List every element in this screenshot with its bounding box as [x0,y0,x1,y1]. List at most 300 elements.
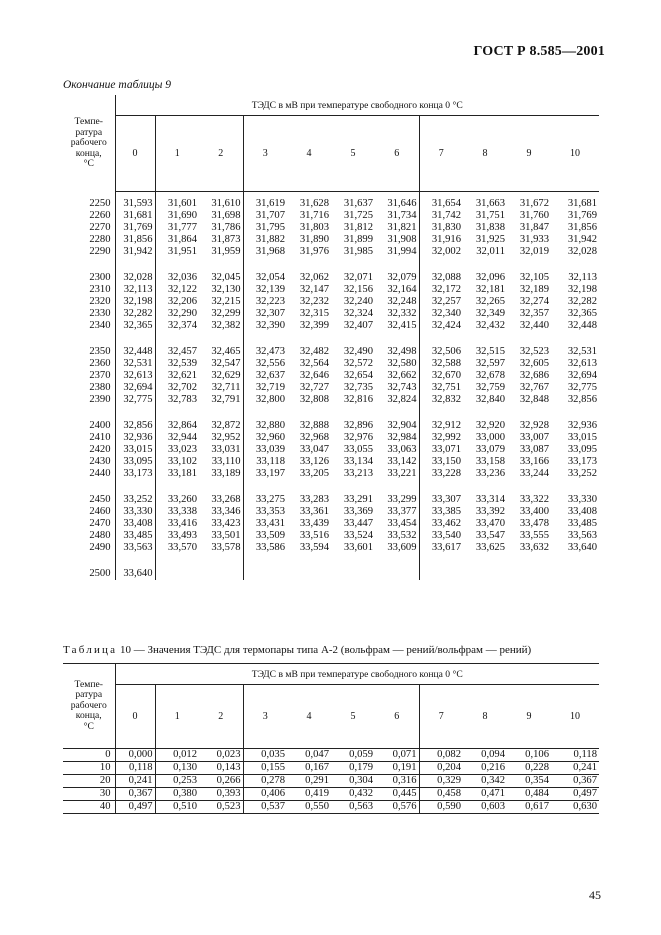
emf-value-cell: 33,617 [431,542,461,553]
page-number: 45 [589,888,601,902]
table-row [63,444,599,456]
table-row [63,749,599,762]
emf-value-cell: 31,681 [115,210,155,222]
emf-value-cell: 33,501 [199,530,243,542]
emf-value-cell [419,568,463,580]
temperature-cell: 2410 [63,432,115,444]
emf-value-cell: 32,062 [299,272,329,283]
temperature-cell: 10 [63,762,115,775]
emf-value-cell: 0,510 [155,801,199,814]
column-header-2: 2 [199,685,243,749]
emf-value-cell: 0,278 [243,775,287,788]
emf-value-cell: 32,357 [519,308,549,319]
emf-value-cell: 32,613 [115,370,155,382]
emf-value-cell: 32,539 [167,358,197,369]
emf-value-cell: 32,976 [343,432,373,443]
emf-value-cell: 33,126 [299,456,329,467]
document-header-title: ГОСТ Р 8.585—2001 [473,44,605,59]
emf-value-cell: 0,071 [375,749,419,762]
emf-value-cell: 33,485 [567,518,597,529]
emf-value-cell: 32,407 [343,320,373,331]
emf-value-cell: 33,007 [519,432,549,443]
emf-value-cell: 32,711 [199,382,243,394]
table-row [63,284,599,296]
emf-value-cell: 32,457 [167,346,197,357]
emf-value-cell: 32,071 [343,272,373,283]
emf-value-cell: 32,215 [199,296,243,308]
emf-value-cell: 32,580 [375,358,419,370]
table-10-label: Таблица [63,644,118,656]
emf-value-cell: 33,555 [519,530,549,541]
emf-value-cell: 33,260 [167,494,197,505]
table-row [63,801,599,814]
emf-value-cell: 32,349 [475,308,505,319]
emf-value-cell: 0,342 [463,775,507,788]
emf-value-cell: 32,800 [255,394,285,405]
emf-value-cell: 33,462 [431,518,461,529]
emf-value-cell: 0,059 [331,749,375,762]
emf-value-cell [463,568,507,580]
column-header-6: 6 [375,116,419,192]
temperature-cell: 2370 [63,370,115,382]
emf-value-cell: 0,445 [375,788,419,801]
emf-value-cell: 32,597 [475,358,505,369]
emf-value-cell [155,568,199,580]
emf-value-cell: 33,601 [343,542,373,553]
emf-value-cell: 32,105 [519,272,549,283]
emf-value-cell: 0,367 [115,788,155,801]
emf-value-cell: 31,856 [567,222,597,233]
table-row [63,762,599,775]
emf-value-cell: 32,172 [431,284,461,295]
emf-value-cell: 0,630 [551,801,599,814]
table-row [63,420,599,432]
emf-value-cell: 33,087 [519,444,549,455]
emf-value-cell: 32,181 [475,284,505,295]
emf-value-cell: 33,079 [475,444,505,455]
column-header-9: 9 [507,116,551,192]
emf-value-cell: 0,432 [331,788,375,801]
emf-value-cell: 32,130 [199,284,243,296]
emf-value-cell: 33,454 [375,518,419,530]
table-continuation-caption: Окончание таблицы 9 [63,79,171,91]
temperature-cell: 2390 [63,394,115,406]
emf-value-cell: 33,314 [475,494,505,505]
emf-value-cell: 31,628 [299,198,329,209]
emf-value-cell: 32,274 [519,296,549,307]
temperature-cell: 2250 [63,192,115,211]
emf-value-cell: 31,830 [431,222,461,233]
emf-value-cell: 33,377 [375,506,419,518]
emf-value-cell: 32,299 [199,308,243,320]
emf-value-cell: 33,015 [567,432,597,443]
emf-units-caption: ТЭДС в мВ при температуре свободного конца 0 °С [115,664,599,685]
emf-value-cell: 32,232 [299,296,329,307]
emf-value-cell: 0,167 [287,762,331,775]
temperature-column-header: Темпе- ратура рабочего конца, °С [63,664,115,749]
emf-value-cell: 32,424 [431,320,461,331]
emf-value-cell: 32,572 [343,358,373,369]
emf-value-cell: 0,590 [419,801,463,814]
emf-value-cell: 0,393 [199,788,243,801]
column-header-1: 1 [155,116,199,192]
emf-value-cell: 32,365 [115,320,155,332]
emf-value-cell: 33,110 [199,456,243,468]
emf-value-cell: 0,191 [375,762,419,775]
thermo-emf-table-10 [63,663,599,814]
emf-value-cell: 31,882 [255,234,285,245]
emf-value-cell: 32,248 [375,296,419,308]
emf-value-cell: 33,431 [255,518,285,529]
emf-value-cell: 31,593 [115,192,155,211]
emf-value-cell: 31,864 [167,234,197,245]
table-row [63,272,599,284]
emf-value-cell: 32,775 [115,394,155,406]
emf-value-cell: 31,994 [375,246,419,258]
emf-value-cell: 32,928 [519,420,549,431]
emf-value-cell: 32,448 [115,346,155,358]
emf-value-cell: 33,102 [167,456,197,467]
temperature-cell: 2480 [63,530,115,542]
emf-value-cell: 33,189 [199,468,243,480]
table-row [63,518,599,530]
emf-value-cell: 33,493 [167,530,197,541]
emf-value-cell: 32,912 [431,420,461,431]
emf-value-cell: 33,173 [115,468,155,480]
temperature-cell: 2470 [63,518,115,530]
emf-value-cell: 32,523 [519,346,549,357]
emf-value-cell: 0,000 [115,749,155,762]
emf-value-cell: 32,613 [567,358,597,369]
emf-value-cell: 32,556 [255,358,285,369]
column-header-2: 2 [199,116,243,192]
temperature-cell: 2500 [63,568,115,580]
emf-value-cell [287,568,331,580]
emf-value-cell: 31,976 [299,246,329,257]
emf-value-cell: 32,531 [115,358,155,370]
emf-value-cell: 0,563 [331,801,375,814]
emf-value-cell: 32,686 [519,370,549,381]
emf-value-cell: 31,769 [115,222,155,234]
emf-value-cell: 33,547 [475,530,505,541]
emf-value-cell: 32,206 [167,296,197,307]
emf-value-cell: 31,942 [567,234,597,245]
emf-value-cell: 0,458 [419,788,463,801]
emf-value-cell: 33,205 [299,468,329,479]
table-row [63,234,599,246]
emf-value-cell: 32,506 [431,346,461,357]
emf-value-cell: 33,330 [115,506,155,518]
emf-value-cell: 32,515 [475,346,505,357]
emf-value-cell: 0,550 [287,801,331,814]
emf-value-cell: 0,253 [155,775,199,788]
emf-value-cell: 33,408 [115,518,155,530]
emf-value-cell: 33,047 [299,444,329,455]
emf-value-cell: 32,028 [567,246,597,257]
emf-value-cell: 33,408 [567,506,597,517]
table-row [63,432,599,444]
emf-value-cell: 33,586 [255,542,285,553]
emf-value-cell: 32,992 [431,432,461,443]
emf-value-cell: 31,610 [199,192,243,211]
emf-value-cell: 0,155 [243,762,287,775]
emf-value-cell: 32,735 [343,382,373,393]
emf-value-cell: 32,727 [299,382,329,393]
emf-value-cell: 0,380 [155,788,199,801]
emf-value-cell: 33,252 [115,494,155,506]
emf-value-cell: 33,625 [475,542,505,553]
emf-value-cell: 32,498 [375,346,419,358]
emf-value-cell: 32,147 [299,284,329,295]
emf-value-cell: 31,847 [519,222,549,233]
emf-value-cell: 33,268 [199,494,243,506]
column-header-10: 10 [551,116,599,192]
emf-value-cell: 33,252 [567,468,597,479]
emf-value-cell: 31,619 [255,198,285,209]
table-10-title [63,644,531,656]
emf-value-cell: 32,759 [475,382,505,393]
emf-value-cell: 32,028 [115,272,155,284]
emf-value-cell: 31,769 [567,210,597,221]
emf-value-cell: 31,742 [431,210,461,221]
emf-value-cell: 32,629 [199,370,243,382]
table-row [63,456,599,468]
emf-value-cell: 33,166 [519,456,549,467]
emf-value-cell: 0,143 [199,762,243,775]
column-header-5: 5 [331,685,375,749]
emf-value-cell: 33,275 [255,494,285,505]
emf-value-cell: 32,605 [519,358,549,369]
emf-value-cell [243,568,287,580]
emf-value-cell: 33,095 [567,444,597,455]
emf-value-cell: 32,332 [375,308,419,320]
emf-value-cell: 32,767 [519,382,549,393]
emf-value-cell: 31,821 [375,222,419,234]
emf-value-cell: 32,547 [199,358,243,370]
emf-value-cell: 33,150 [431,456,461,467]
column-header-4: 4 [287,116,331,192]
emf-value-cell: 31,812 [343,222,373,233]
emf-value-cell: 31,933 [519,234,549,245]
table-row [63,775,599,788]
emf-value-cell: 32,019 [519,246,549,257]
column-header-0: 0 [115,685,155,749]
emf-value-cell: 33,594 [299,542,329,553]
emf-value-cell: 32,832 [431,394,461,405]
column-header-7: 7 [419,685,463,749]
emf-value-cell: 31,716 [299,210,329,221]
emf-value-cell: 33,307 [431,494,461,505]
emf-value-cell: 32,490 [343,346,373,357]
emf-value-cell: 32,282 [567,296,597,307]
table-row [63,192,599,211]
temperature-cell: 30 [63,788,115,801]
emf-value-cell: 33,385 [431,506,461,517]
temperature-cell: 2490 [63,542,115,554]
temperature-cell: 2460 [63,506,115,518]
column-header-10: 10 [551,685,599,749]
emf-value-cell: 32,864 [167,420,197,431]
table-row [63,308,599,320]
emf-value-cell: 33,330 [567,494,597,505]
temperature-cell: 2290 [63,246,115,258]
emf-value-cell: 0,291 [287,775,331,788]
temperature-cell: 2420 [63,444,115,456]
emf-value-cell: 31,777 [167,222,197,233]
emf-value-cell: 33,361 [299,506,329,517]
emf-value-cell: 33,031 [199,444,243,456]
emf-value-cell: 32,440 [519,320,549,331]
emf-value-cell: 32,473 [255,346,285,357]
temperature-cell: 20 [63,775,115,788]
emf-value-cell: 0,023 [199,749,243,762]
emf-value-cell: 33,447 [343,518,373,529]
table-row [63,246,599,258]
emf-value-cell: 33,470 [475,518,505,529]
temperature-cell: 2380 [63,382,115,394]
emf-value-cell: 32,482 [299,346,329,357]
temperature-cell: 2400 [63,420,115,432]
emf-value-cell: 0,228 [507,762,551,775]
emf-value-cell: 32,415 [375,320,419,332]
table-row [63,320,599,332]
emf-value-cell: 31,908 [375,234,419,246]
emf-value-cell: 33,291 [343,494,373,505]
emf-value-cell: 32,045 [199,272,243,284]
emf-value-cell: 31,760 [519,210,549,221]
emf-value-cell: 33,283 [299,494,329,505]
emf-value-cell: 33,063 [375,444,419,456]
emf-value-cell: 32,113 [115,284,155,296]
emf-value-cell: 33,563 [567,530,597,541]
table-row [63,382,599,394]
emf-value-cell: 32,399 [299,320,329,331]
emf-value-cell: 32,113 [568,272,597,283]
emf-value-cell: 0,106 [507,749,551,762]
table-row [63,210,599,222]
table-10-title-text: 10 — Значения ТЭДС для термопары типа А-2 (вольфрам — рений/вольфрам — рений) [117,644,532,656]
emf-value-cell: 32,904 [375,420,419,432]
emf-value-cell: 0,241 [551,762,599,775]
emf-value-cell: 33,640 [115,568,155,580]
emf-value-cell: 31,681 [567,198,597,209]
emf-value-cell: 33,142 [375,456,419,468]
emf-value-cell: 31,985 [343,246,373,257]
emf-value-cell: 33,118 [256,456,285,467]
emf-value-cell: 33,478 [519,518,549,529]
emf-value-cell: 0,484 [507,788,551,801]
emf-value-cell: 33,532 [375,530,419,542]
emf-value-cell: 31,663 [475,198,505,209]
temperature-cell: 2350 [63,346,115,358]
emf-value-cell: 0,497 [115,801,155,814]
emf-value-cell: 33,369 [343,506,373,517]
emf-value-cell: 33,578 [199,542,243,554]
emf-value-cell: 33,563 [115,542,155,554]
emf-value-cell: 0,118 [551,749,599,762]
emf-value-cell: 33,236 [475,468,505,479]
emf-value-cell: 33,213 [343,468,373,479]
emf-value-cell: 33,173 [567,456,597,467]
emf-value-cell: 32,390 [255,320,285,331]
emf-value-cell: 32,139 [255,284,285,295]
temperature-cell: 2440 [63,468,115,480]
emf-value-cell: 32,189 [519,284,549,295]
emf-value-cell: 32,872 [199,420,243,432]
emf-value-cell: 32,088 [431,272,461,283]
emf-value-cell: 32,848 [519,394,549,405]
temperature-cell: 2280 [63,234,115,246]
emf-value-cell [551,568,599,580]
emf-value-cell: 33,071 [431,444,461,455]
emf-value-cell: 33,055 [343,444,373,455]
emf-value-cell: 32,079 [375,272,419,284]
emf-value-cell: 0,047 [287,749,331,762]
emf-value-cell: 31,856 [115,234,155,246]
emf-value-cell: 32,340 [431,308,461,319]
emf-value-cell: 32,324 [343,308,373,319]
emf-value-cell: 31,899 [343,234,373,245]
column-header-5: 5 [331,116,375,192]
emf-value-cell: 0,216 [463,762,507,775]
emf-value-cell: 33,039 [255,444,285,455]
temperature-cell: 2340 [63,320,115,332]
emf-value-cell: 32,096 [475,272,505,283]
column-header-3: 3 [243,116,287,192]
group-spacer [63,480,599,494]
emf-value-cell: 31,751 [475,210,505,221]
emf-value-cell: 32,164 [375,284,419,296]
emf-value-cell: 0,329 [419,775,463,788]
emf-value-cell: 31,786 [199,222,243,234]
temperature-cell: 2310 [63,284,115,296]
emf-value-cell: 31,654 [431,198,461,209]
emf-value-cell: 31,646 [375,192,419,211]
emf-value-cell: 32,896 [343,420,373,431]
emf-value-cell: 0,576 [375,801,419,814]
emf-value-cell: 32,011 [476,246,505,257]
emf-value-cell: 32,808 [299,394,329,405]
table-row [63,394,599,406]
emf-value-cell: 0,497 [551,788,599,801]
temperature-cell: 2260 [63,210,115,222]
emf-value-cell: 33,338 [167,506,197,517]
emf-value-cell: 33,540 [431,530,461,541]
temperature-cell: 2430 [63,456,115,468]
emf-value-cell: 33,400 [519,506,549,517]
emf-value-cell: 31,916 [431,234,461,245]
emf-value-cell: 0,118 [115,762,155,775]
emf-value-cell: 31,968 [255,246,285,257]
emf-value-cell: 33,000 [475,432,505,443]
emf-value-cell: 0,367 [551,775,599,788]
emf-value-cell: 33,181 [167,468,197,479]
emf-value-cell: 0,537 [243,801,287,814]
emf-value-cell: 33,632 [519,542,549,553]
emf-value-cell: 31,925 [475,234,505,245]
emf-value-cell: 33,023 [167,444,197,455]
emf-value-cell: 32,960 [255,432,285,443]
emf-value-cell: 32,936 [115,432,155,444]
emf-value-cell: 0,012 [155,749,199,762]
temperature-cell: 2300 [63,272,115,284]
column-header-8: 8 [463,685,507,749]
emf-value-cell: 32,816 [343,394,373,405]
emf-value-cell: 31,698 [199,210,243,222]
column-header-3: 3 [243,685,287,749]
emf-value-cell: 32,315 [299,308,329,319]
table-row [63,494,599,506]
